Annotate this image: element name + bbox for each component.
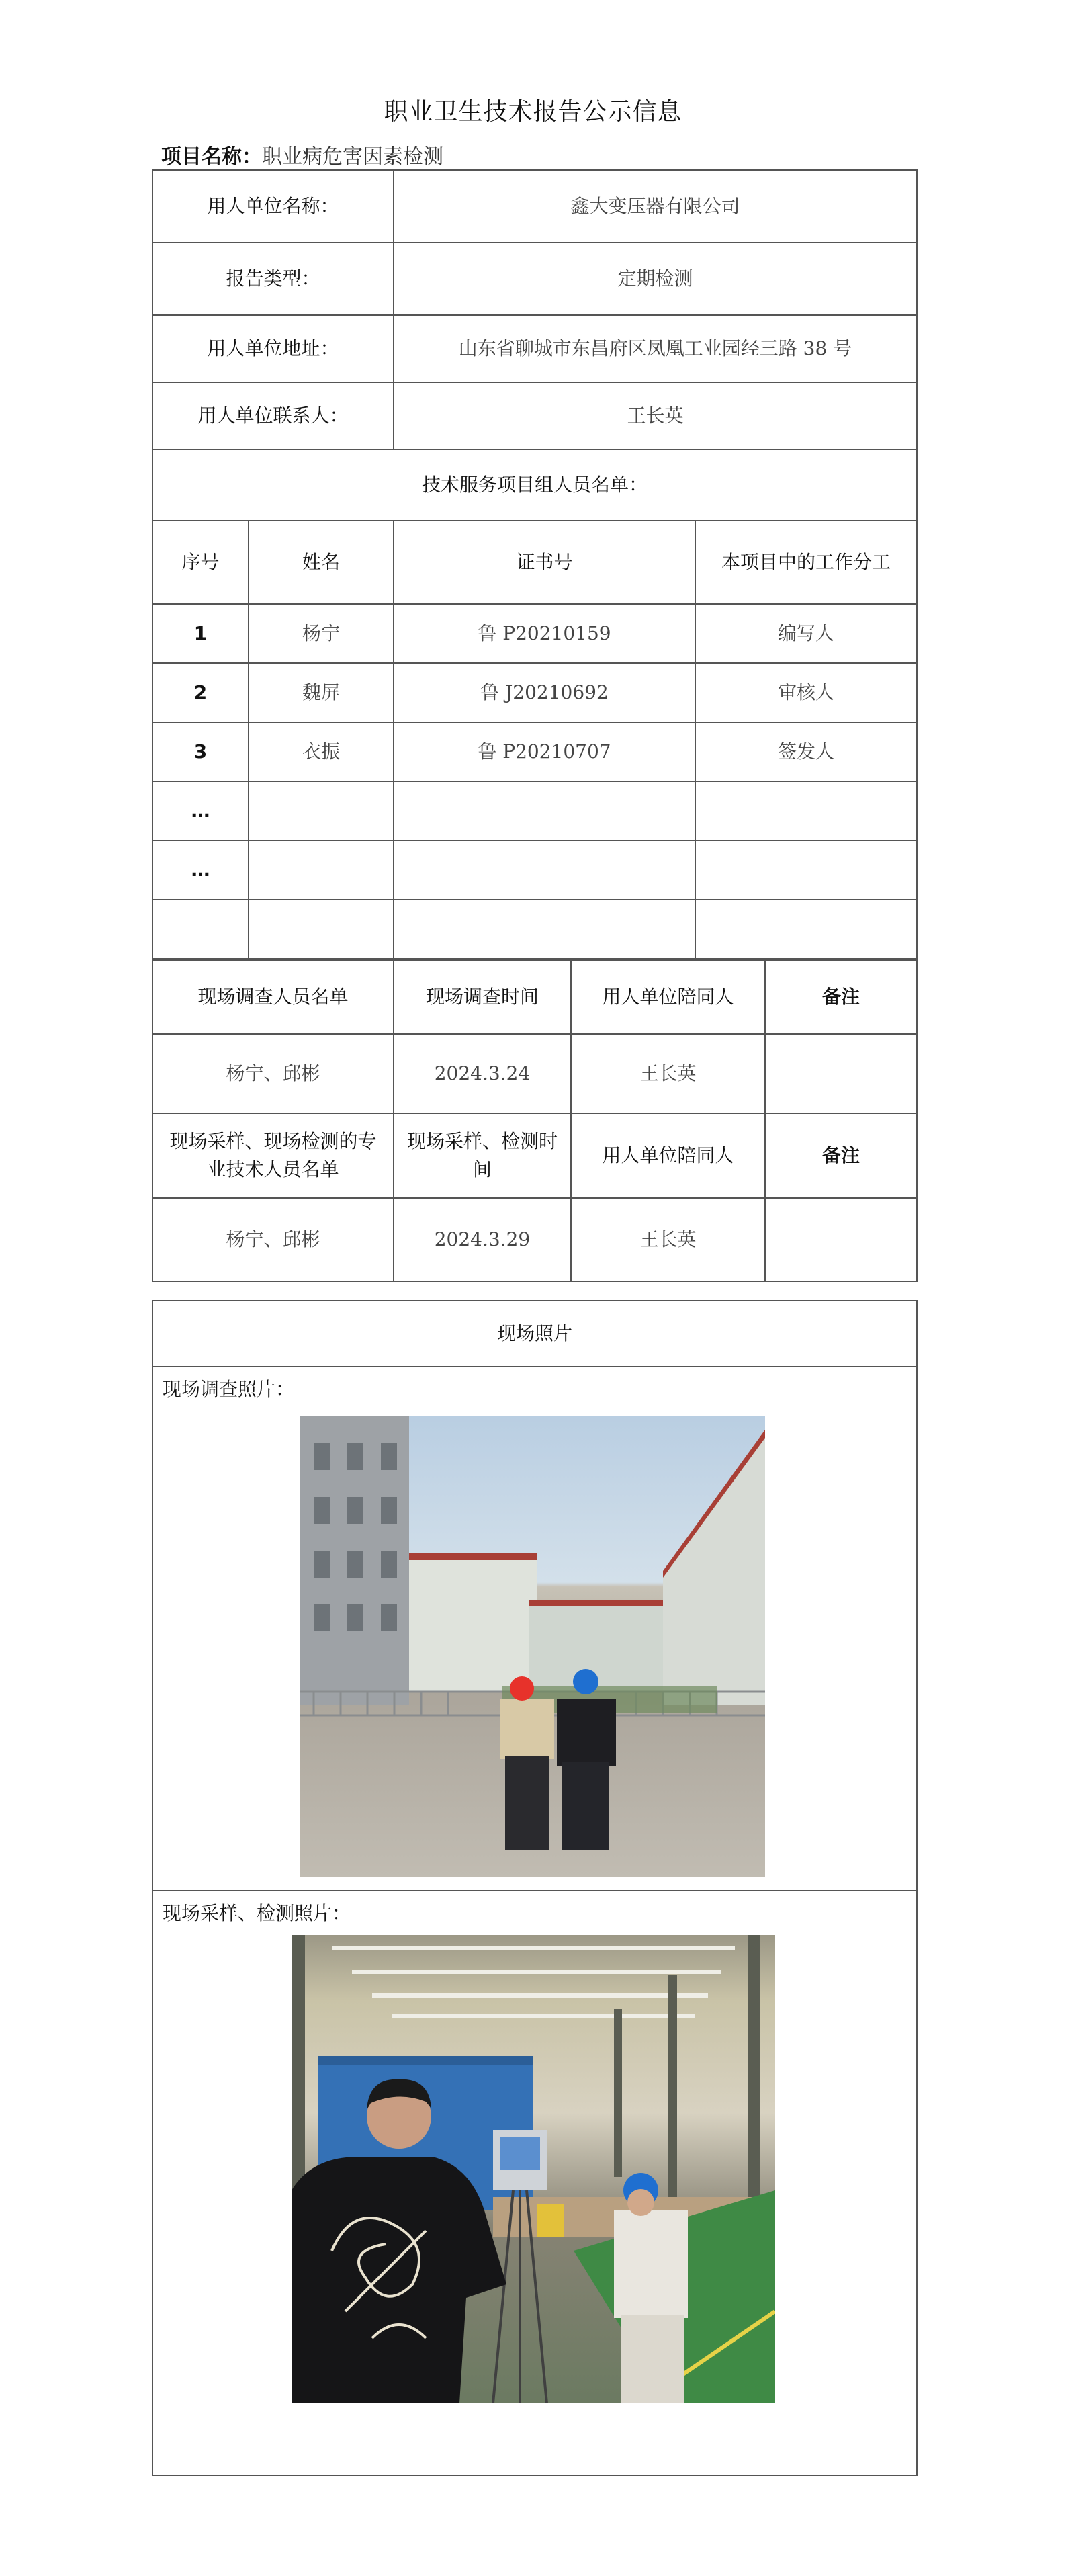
photo-table (152, 1300, 918, 2476)
table-row (152, 722, 917, 781)
team-role (695, 900, 917, 959)
page-title: 职业卫生技术报告公示信息 (384, 98, 682, 126)
report-type-value: 定期检测 (394, 243, 917, 315)
sampling-header-staff: 现场采样、现场检测的专业技术人员名单 (152, 1113, 394, 1198)
team-name: 杨宁 (249, 604, 394, 663)
survey-header-remark: 备注 (765, 960, 917, 1034)
survey-photo-image (300, 1416, 765, 1877)
sampling-header-remark: 备注 (765, 1113, 917, 1198)
project-name-label: 项目名称： (161, 145, 262, 169)
photo-section-title: 现场照片 (152, 1301, 917, 1367)
survey-table (152, 959, 918, 1282)
survey-photo (300, 1416, 765, 1877)
survey-header-staff: 现场调查人员名单 (152, 960, 394, 1034)
team-certificate: 鲁 P20210707 (394, 722, 695, 781)
info-table (152, 169, 918, 959)
team-role: 审核人 (695, 663, 917, 722)
sampling-photo-cell (152, 1891, 917, 2475)
sampling-header-time: 现场采样、检测时间 (394, 1113, 571, 1198)
survey-photo-label: 现场调查照片： (163, 1378, 295, 1400)
team-name (249, 841, 394, 900)
sampling-photo-label: 现场采样、检测照片： (163, 1902, 351, 1924)
team-role: 签发人 (695, 722, 917, 781)
team-certificate (394, 900, 695, 959)
team-certificate: 鲁 P20210159 (394, 604, 695, 663)
info-row-employer-name (152, 170, 917, 243)
team-role (695, 781, 917, 841)
sampling-remark (765, 1198, 917, 1281)
survey-remark (765, 1034, 917, 1113)
team-role (695, 841, 917, 900)
team-index: 2 (152, 663, 249, 722)
table-row (152, 900, 917, 959)
employer-name-value: 鑫大变压器有限公司 (394, 170, 917, 243)
employer-address-value: 山东省聊城市东昌府区凤凰工业园经三路 38 号 (394, 315, 917, 382)
sampling-staff: 杨宁、邱彬 (152, 1198, 394, 1281)
sampling-header-row (152, 1113, 917, 1198)
team-header-index: 序号 (152, 521, 249, 604)
team-title: 技术服务项目组人员名单： (152, 449, 917, 521)
team-name (249, 900, 394, 959)
report-type-label: 报告类型： (152, 243, 394, 315)
team-certificate: 鲁 J20210692 (394, 663, 695, 722)
contact-value: 王长英 (394, 382, 917, 449)
photo-title-row (152, 1301, 917, 1367)
project-name-value: 职业病危害因素检测 (262, 145, 443, 169)
team-name: 魏屏 (249, 663, 394, 722)
team-index: … (152, 841, 249, 900)
team-name: 衣振 (249, 722, 394, 781)
team-index: 3 (152, 722, 249, 781)
survey-time: 2024.3.24 (394, 1034, 571, 1113)
sampling-time: 2024.3.29 (394, 1198, 571, 1281)
team-header-role: 本项目中的工作分工 (695, 521, 917, 604)
sampling-header-escort: 用人单位陪同人 (571, 1113, 765, 1198)
survey-header-row (152, 960, 917, 1034)
contact-label: 用人单位联系人： (152, 382, 394, 449)
team-name (249, 781, 394, 841)
employer-name-label: 用人单位名称： (152, 170, 394, 243)
survey-escort: 王长英 (571, 1034, 765, 1113)
survey-staff: 杨宁、邱彬 (152, 1034, 394, 1113)
sampling-photo (292, 1935, 775, 2403)
survey-photo-row (152, 1367, 917, 1891)
team-header-row (152, 521, 917, 604)
team-title-row (152, 449, 917, 521)
info-row-employer-address (152, 315, 917, 382)
table-row (152, 841, 917, 900)
sampling-photo-row (152, 1891, 917, 2475)
team-index: 1 (152, 604, 249, 663)
survey-header-time: 现场调查时间 (394, 960, 571, 1034)
survey-header-escort: 用人单位陪同人 (571, 960, 765, 1034)
survey-photo-cell (152, 1367, 917, 1891)
team-header-name: 姓名 (249, 521, 394, 604)
survey-row (152, 1034, 917, 1113)
sampling-row (152, 1198, 917, 1281)
team-index (152, 900, 249, 959)
team-header-certificate: 证书号 (394, 521, 695, 604)
table-row (152, 604, 917, 663)
table-row (152, 781, 917, 841)
employer-address-label: 用人单位地址： (152, 315, 394, 382)
info-row-contact (152, 382, 917, 449)
sampling-photo-image (292, 1935, 775, 2403)
team-index: … (152, 781, 249, 841)
team-role: 编写人 (695, 604, 917, 663)
project-name-line (161, 140, 443, 169)
sampling-escort: 王长英 (571, 1198, 765, 1281)
team-certificate (394, 841, 695, 900)
table-row (152, 663, 917, 722)
info-row-report-type (152, 243, 917, 315)
team-certificate (394, 781, 695, 841)
